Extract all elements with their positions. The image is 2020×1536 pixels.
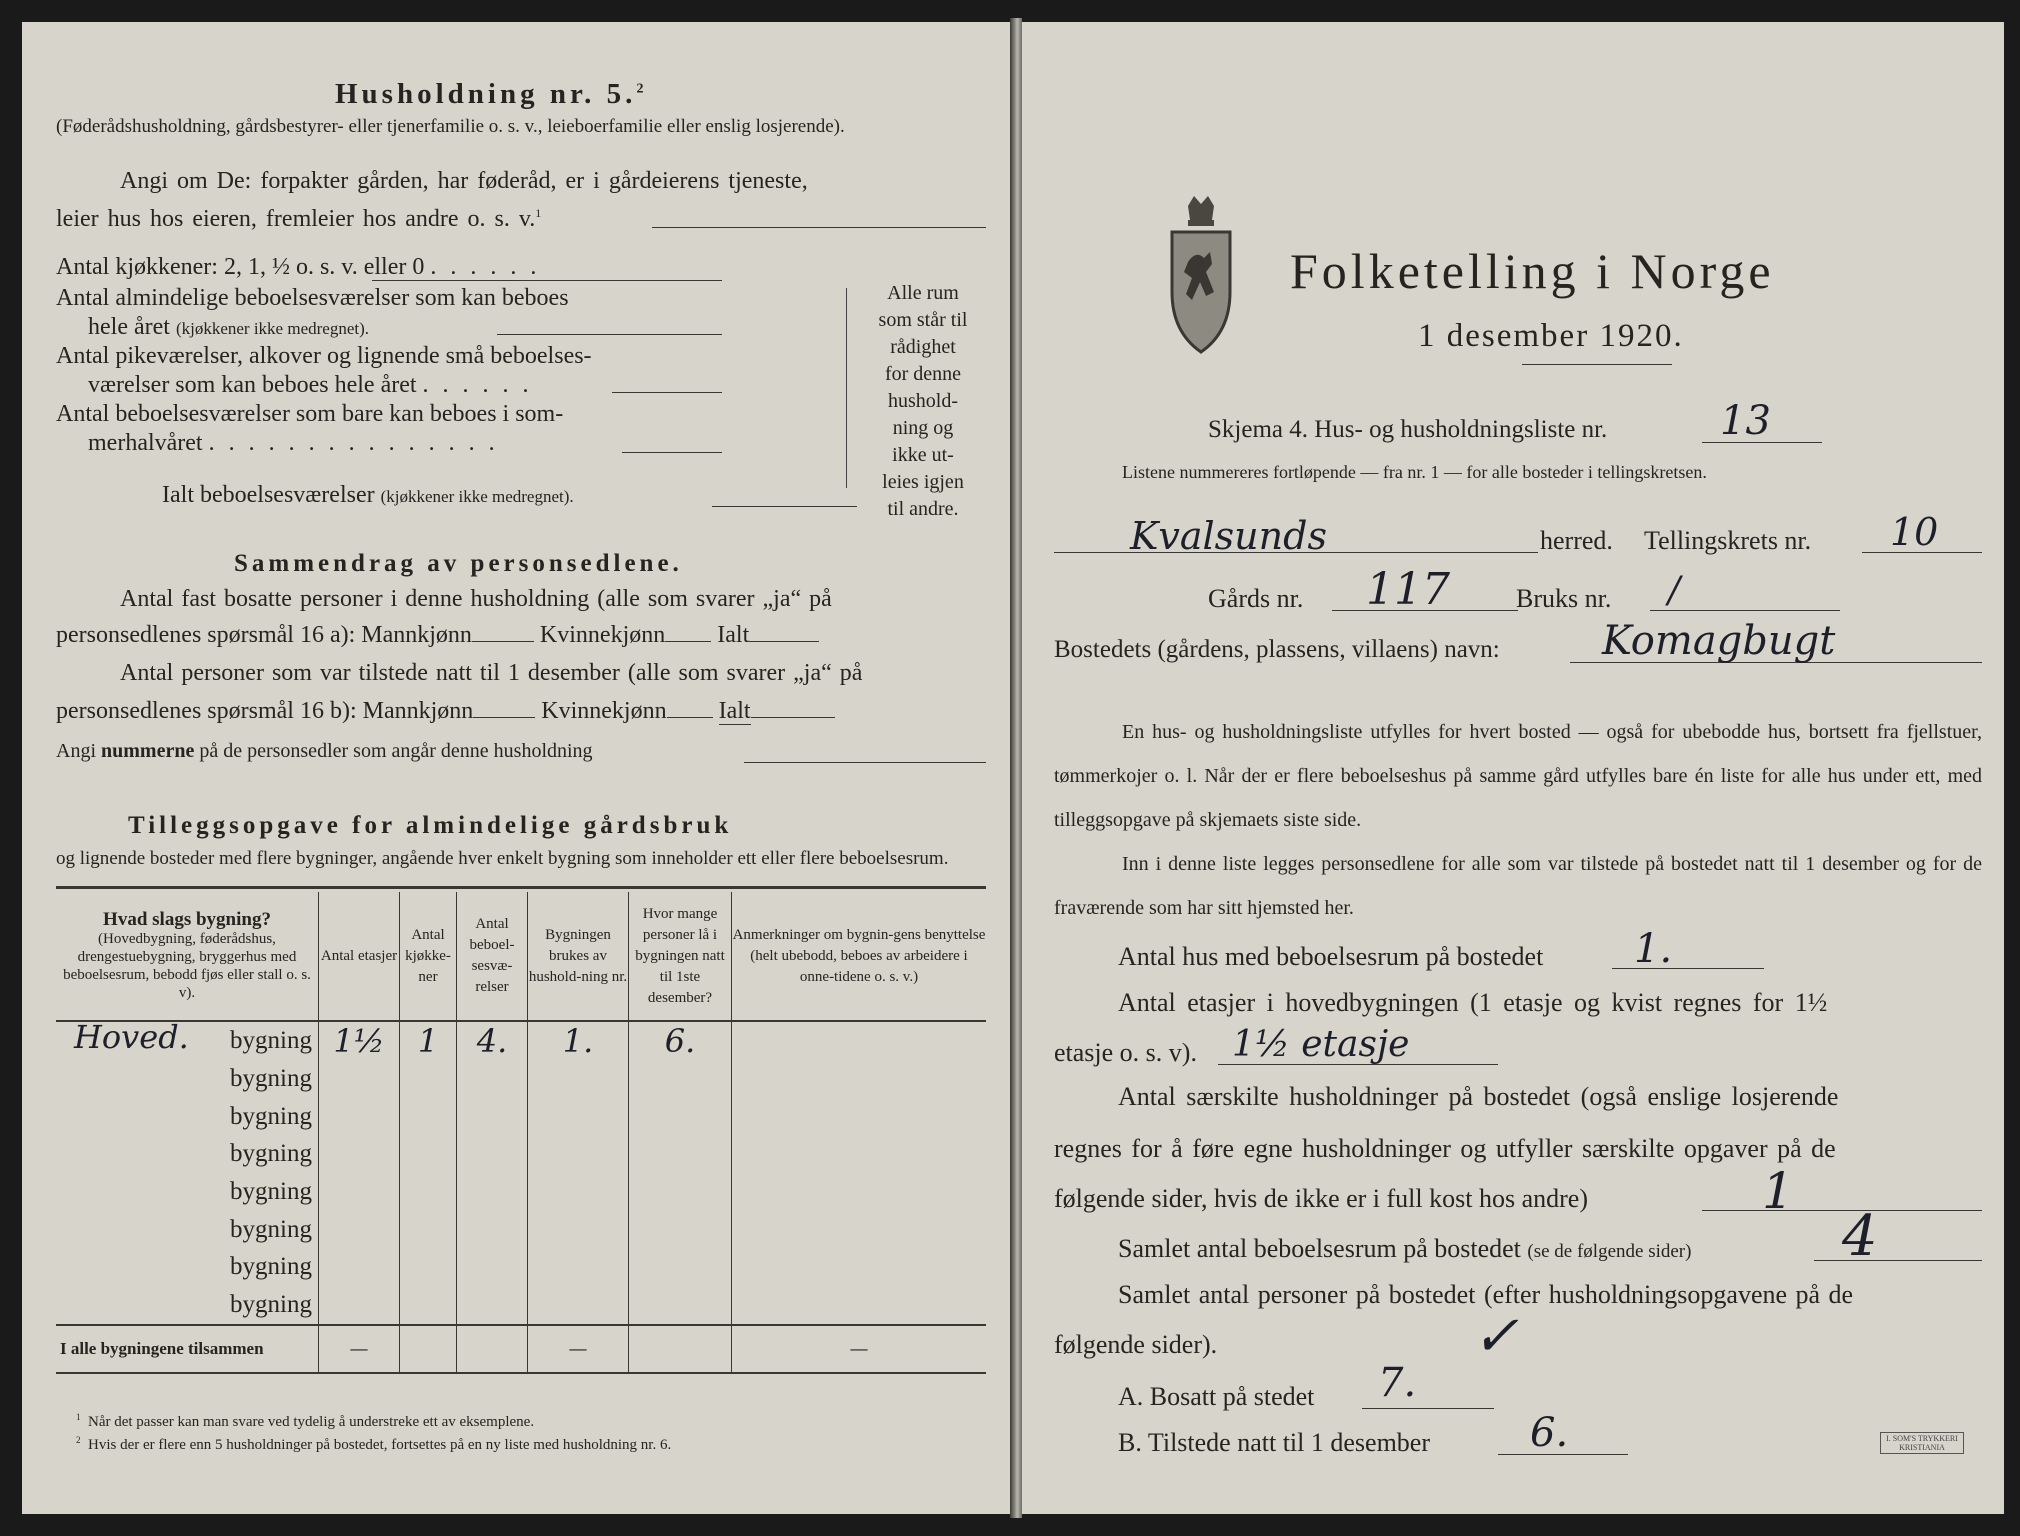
angi-line-1: Angi om De: forpakter gården, har føderåd, er i gårdeierens tjeneste, bbox=[120, 168, 808, 194]
b-label: B. Tilstede natt til 1 desember bbox=[1118, 1428, 1430, 1457]
q-etasjer-1: Antal etasjer i hovedbygningen (1 etasje og kvist regnes for 1½ bbox=[1118, 988, 1828, 1017]
herred-value: Kvalsunds bbox=[1130, 514, 1327, 558]
table-row bbox=[56, 1098, 986, 1136]
gards-label: Gårds nr. bbox=[1208, 584, 1304, 613]
cell-type: bygning bbox=[230, 1140, 312, 1168]
household-subtitle: (Føderådshusholdning, gårdsbestyrer- eller tjenerfamilie o. s. v., leieboerfamilie eller enslig losjerende). bbox=[56, 116, 845, 137]
q-hush-3: følgende sider, hvis de ikke er i full kost hos andre) bbox=[1054, 1184, 1588, 1213]
rooms-b-label: Antal pikeværelser, alkover og lignende små beboelses- værelser som kan beboes hele året ...... bbox=[56, 343, 592, 398]
cell-type: bygning bbox=[230, 1215, 312, 1243]
header-vaerelser: Antal beboel-sesvæ-relser bbox=[457, 892, 528, 1021]
total-label: I alle bygningene tilsammen bbox=[56, 1325, 319, 1373]
instructions-1: En hus- og husholdningsliste utfylles for hvert bosted — også for ubebodde hus, bortsett fra fjellstuer, tømmerkojer o. l. Når der er flere beboelseshus på samme gård utfylles bare én liste for alle hus under ett, med tilleggsopgave på skjemaets siste side. bbox=[1054, 721, 1982, 831]
total-etasjer: — bbox=[319, 1325, 400, 1373]
census-date: 1 desember 1920. bbox=[1418, 318, 1684, 354]
table-top-rule bbox=[56, 886, 986, 889]
a-line bbox=[1362, 1408, 1494, 1409]
summary-a-2: personsedlenes spørsmål 16 a): Mannkjønn Kvinnekjønn Ialt bbox=[56, 622, 819, 649]
q-pers-value: ✓ bbox=[1472, 1304, 1519, 1369]
angi-answer-line bbox=[652, 227, 986, 228]
gards-value: 117 bbox=[1366, 564, 1450, 615]
brace-line bbox=[842, 288, 847, 488]
bruks-label: Bruks nr. bbox=[1516, 584, 1612, 613]
total-brukes: — bbox=[528, 1325, 629, 1373]
b-value: 6. bbox=[1530, 1410, 1569, 1456]
q-rum-line bbox=[1814, 1260, 1982, 1261]
table-row bbox=[56, 1211, 986, 1249]
tillegg-title: Tilleggsopgave for almindelige gårdsbruk bbox=[128, 812, 733, 839]
angi-nummerne-line bbox=[744, 762, 986, 763]
summary-b-2: personsedlenes spørsmål 16 b): Mannkjønn Kvinnekjønn Ialt bbox=[56, 698, 835, 725]
angi-nummerne: Angi nummerne på de personsedler som angår denne husholdning bbox=[56, 740, 593, 762]
skjema-nr: 13 bbox=[1720, 398, 1771, 444]
ialt-rooms-line bbox=[712, 506, 857, 507]
printer-stamp: I. SOM'S TRYKKERI KRISTIANIA bbox=[1880, 1432, 1964, 1454]
cell-type: bygning bbox=[230, 1102, 312, 1130]
q-hush-1: Antal særskilte husholdninger på bostedet (også enslige losjerende bbox=[1118, 1082, 1839, 1111]
household-title: Husholdning nr. 5.$^2$ bbox=[335, 78, 648, 110]
table-row bbox=[56, 1135, 986, 1173]
side-note: Alle rum som står til rådighet for denne hushold- ning og ikke ut- leies igjen til andre. bbox=[878, 282, 968, 520]
table-row bbox=[56, 1248, 986, 1286]
header-kjokkener: Antal kjøkke-ner bbox=[400, 892, 457, 1021]
table-row bbox=[56, 1060, 986, 1098]
table-header-row bbox=[56, 892, 986, 1021]
cell-personer: 6. bbox=[629, 1021, 732, 1060]
q-hus-label: Antal hus med beboelsesrum på bostedet bbox=[1118, 942, 1544, 971]
herred-label: herred. bbox=[1540, 526, 1613, 555]
cell-type: Hoved. bygning bbox=[74, 1018, 312, 1056]
tellingskrets-value: 10 bbox=[1890, 510, 1939, 554]
cell-vaerelser: 4. bbox=[457, 1021, 528, 1060]
rooms-a-label: Antal almindelige beboelsesværelser som kan beboes hele året (kjøkkener ikke medregnet). bbox=[56, 285, 569, 340]
table-row bbox=[56, 1021, 986, 1060]
q-hush-value: 1 bbox=[1762, 1162, 1794, 1220]
left-page bbox=[22, 22, 1010, 1514]
table-total-row bbox=[56, 1325, 986, 1373]
summary-title: Sammendrag av personsedlene. bbox=[234, 550, 683, 577]
summary-a-1: Antal fast bosatte personer i denne husholdning (alle som svarer „ja“ på bbox=[120, 586, 832, 612]
cell-type: bygning bbox=[230, 1253, 312, 1281]
q-rum-label: Samlet antal beboelsesrum på bostedet (se de følgende sider) bbox=[1118, 1234, 1692, 1263]
tellingskrets-label: Tellingskrets nr. bbox=[1644, 526, 1812, 555]
building-table bbox=[56, 892, 986, 1374]
table-row bbox=[56, 1173, 986, 1211]
kjokkener-label: Antal kjøkkener: 2, 1, ½ o. s. v. eller 0 ...... bbox=[56, 254, 551, 280]
a-value: 7. bbox=[1378, 1360, 1417, 1406]
tillegg-subtitle: og lignende bosteder med flere bygninger, angående hver enkelt bygning som inneholder ett eller flere beboelsesrum. bbox=[56, 848, 949, 869]
q-etasjer-2: etasje o. s. v). bbox=[1054, 1038, 1197, 1067]
rooms-b-line bbox=[612, 392, 722, 393]
bosted-value: Komagbugt bbox=[1602, 618, 1836, 664]
cell-kjokkener: 1 bbox=[400, 1021, 457, 1060]
right-page bbox=[1022, 22, 2004, 1514]
table-row bbox=[56, 1286, 986, 1325]
header-anmerkninger: Anmerkninger om bygnin-gens benyttelse (helt ubebodd, beboes av arbeidere i onne-tidene o. s. v.) bbox=[732, 892, 987, 1021]
q-rum-value: 4 bbox=[1842, 1204, 1878, 1269]
instructions-2: Inn i denne liste legges personsedlene for alle som var tilstede på bostedet natt til 1 desember og for de fraværende som har sitt hjemsted her. bbox=[1054, 853, 1982, 919]
bruks-value: / bbox=[1668, 570, 1681, 611]
title-rule bbox=[1522, 364, 1672, 365]
bosted-label: Bostedets (gårdens, plassens, villaens) navn: bbox=[1054, 636, 1500, 663]
header-brukes: Bygningen brukes av hushold-ning nr. bbox=[528, 892, 629, 1021]
q-pers-2: følgende sider). bbox=[1054, 1330, 1218, 1359]
footnotes: $^1$ Når det passer kan man svare ved tydelig å understreke ett av eksemplene. $^2$ Hvis der er flere enn 5 husholdninger på bostedet, fortsettes på en ny liste med husholdning nr. 6. bbox=[76, 1412, 672, 1453]
page-fold bbox=[1010, 18, 1022, 1518]
angi-line-2: leier hus hos eieren, fremleier hos andre o. s. v.$^1$ bbox=[56, 206, 542, 232]
q-pers-1: Samlet antal personer på bostedet (efter husholdningsopgavene på de bbox=[1118, 1280, 1854, 1309]
rooms-c-line bbox=[622, 452, 722, 453]
cell-etasjer: 1½ bbox=[319, 1021, 400, 1060]
q-etasjer-value: 1½ etasje bbox=[1232, 1024, 1410, 1065]
cell-type: bygning bbox=[230, 1177, 312, 1205]
rooms-c-label: Antal beboelsesværelser som bare kan beboes i som- merhalvåret ............... bbox=[56, 401, 564, 456]
cell-type: bygning bbox=[230, 1290, 312, 1318]
kjokkener-line bbox=[372, 280, 722, 281]
cell-anm bbox=[732, 1021, 987, 1060]
cell-brukes: 1. bbox=[528, 1021, 629, 1060]
q-hus-value: 1. bbox=[1634, 926, 1673, 972]
listene-note: Listene nummereres fortløpende — fra nr. 1 — for alle bosteder i tellingskretsen. bbox=[1122, 462, 1707, 482]
ialt-rooms-label: Ialt beboelsesværelser (kjøkkener ikke medregnet). bbox=[162, 482, 574, 508]
rooms-a-line bbox=[497, 334, 722, 335]
q-hush-2: regnes for å føre egne husholdninger og utfyller særskilte opgaver på de bbox=[1054, 1134, 1836, 1163]
header-type: Hvad slags bygning? (Hovedbygning, føderådshus, drengestuebygning, bryggerhus med beboelsesrum, bebodd fjøs eller stall o. s. v). bbox=[56, 892, 319, 1021]
header-etasjer: Antal etasjer bbox=[319, 892, 400, 1021]
skjema-label: Skjema 4. Hus- og husholdningsliste nr. bbox=[1208, 416, 1608, 443]
summary-b-1: Antal personer som var tilstede natt til 1 desember (alle som svarer „ja“ på bbox=[120, 660, 863, 686]
a-label: A. Bosatt på stedet bbox=[1118, 1382, 1315, 1411]
header-personer: Hvor mange personer lå i bygningen natt til 1ste desember? bbox=[629, 892, 732, 1021]
total-anm: — bbox=[732, 1325, 987, 1373]
coat-of-arms-icon bbox=[1166, 192, 1236, 362]
main-title: Folketelling i Norge bbox=[1290, 243, 1775, 299]
cell-type: bygning bbox=[230, 1064, 312, 1092]
